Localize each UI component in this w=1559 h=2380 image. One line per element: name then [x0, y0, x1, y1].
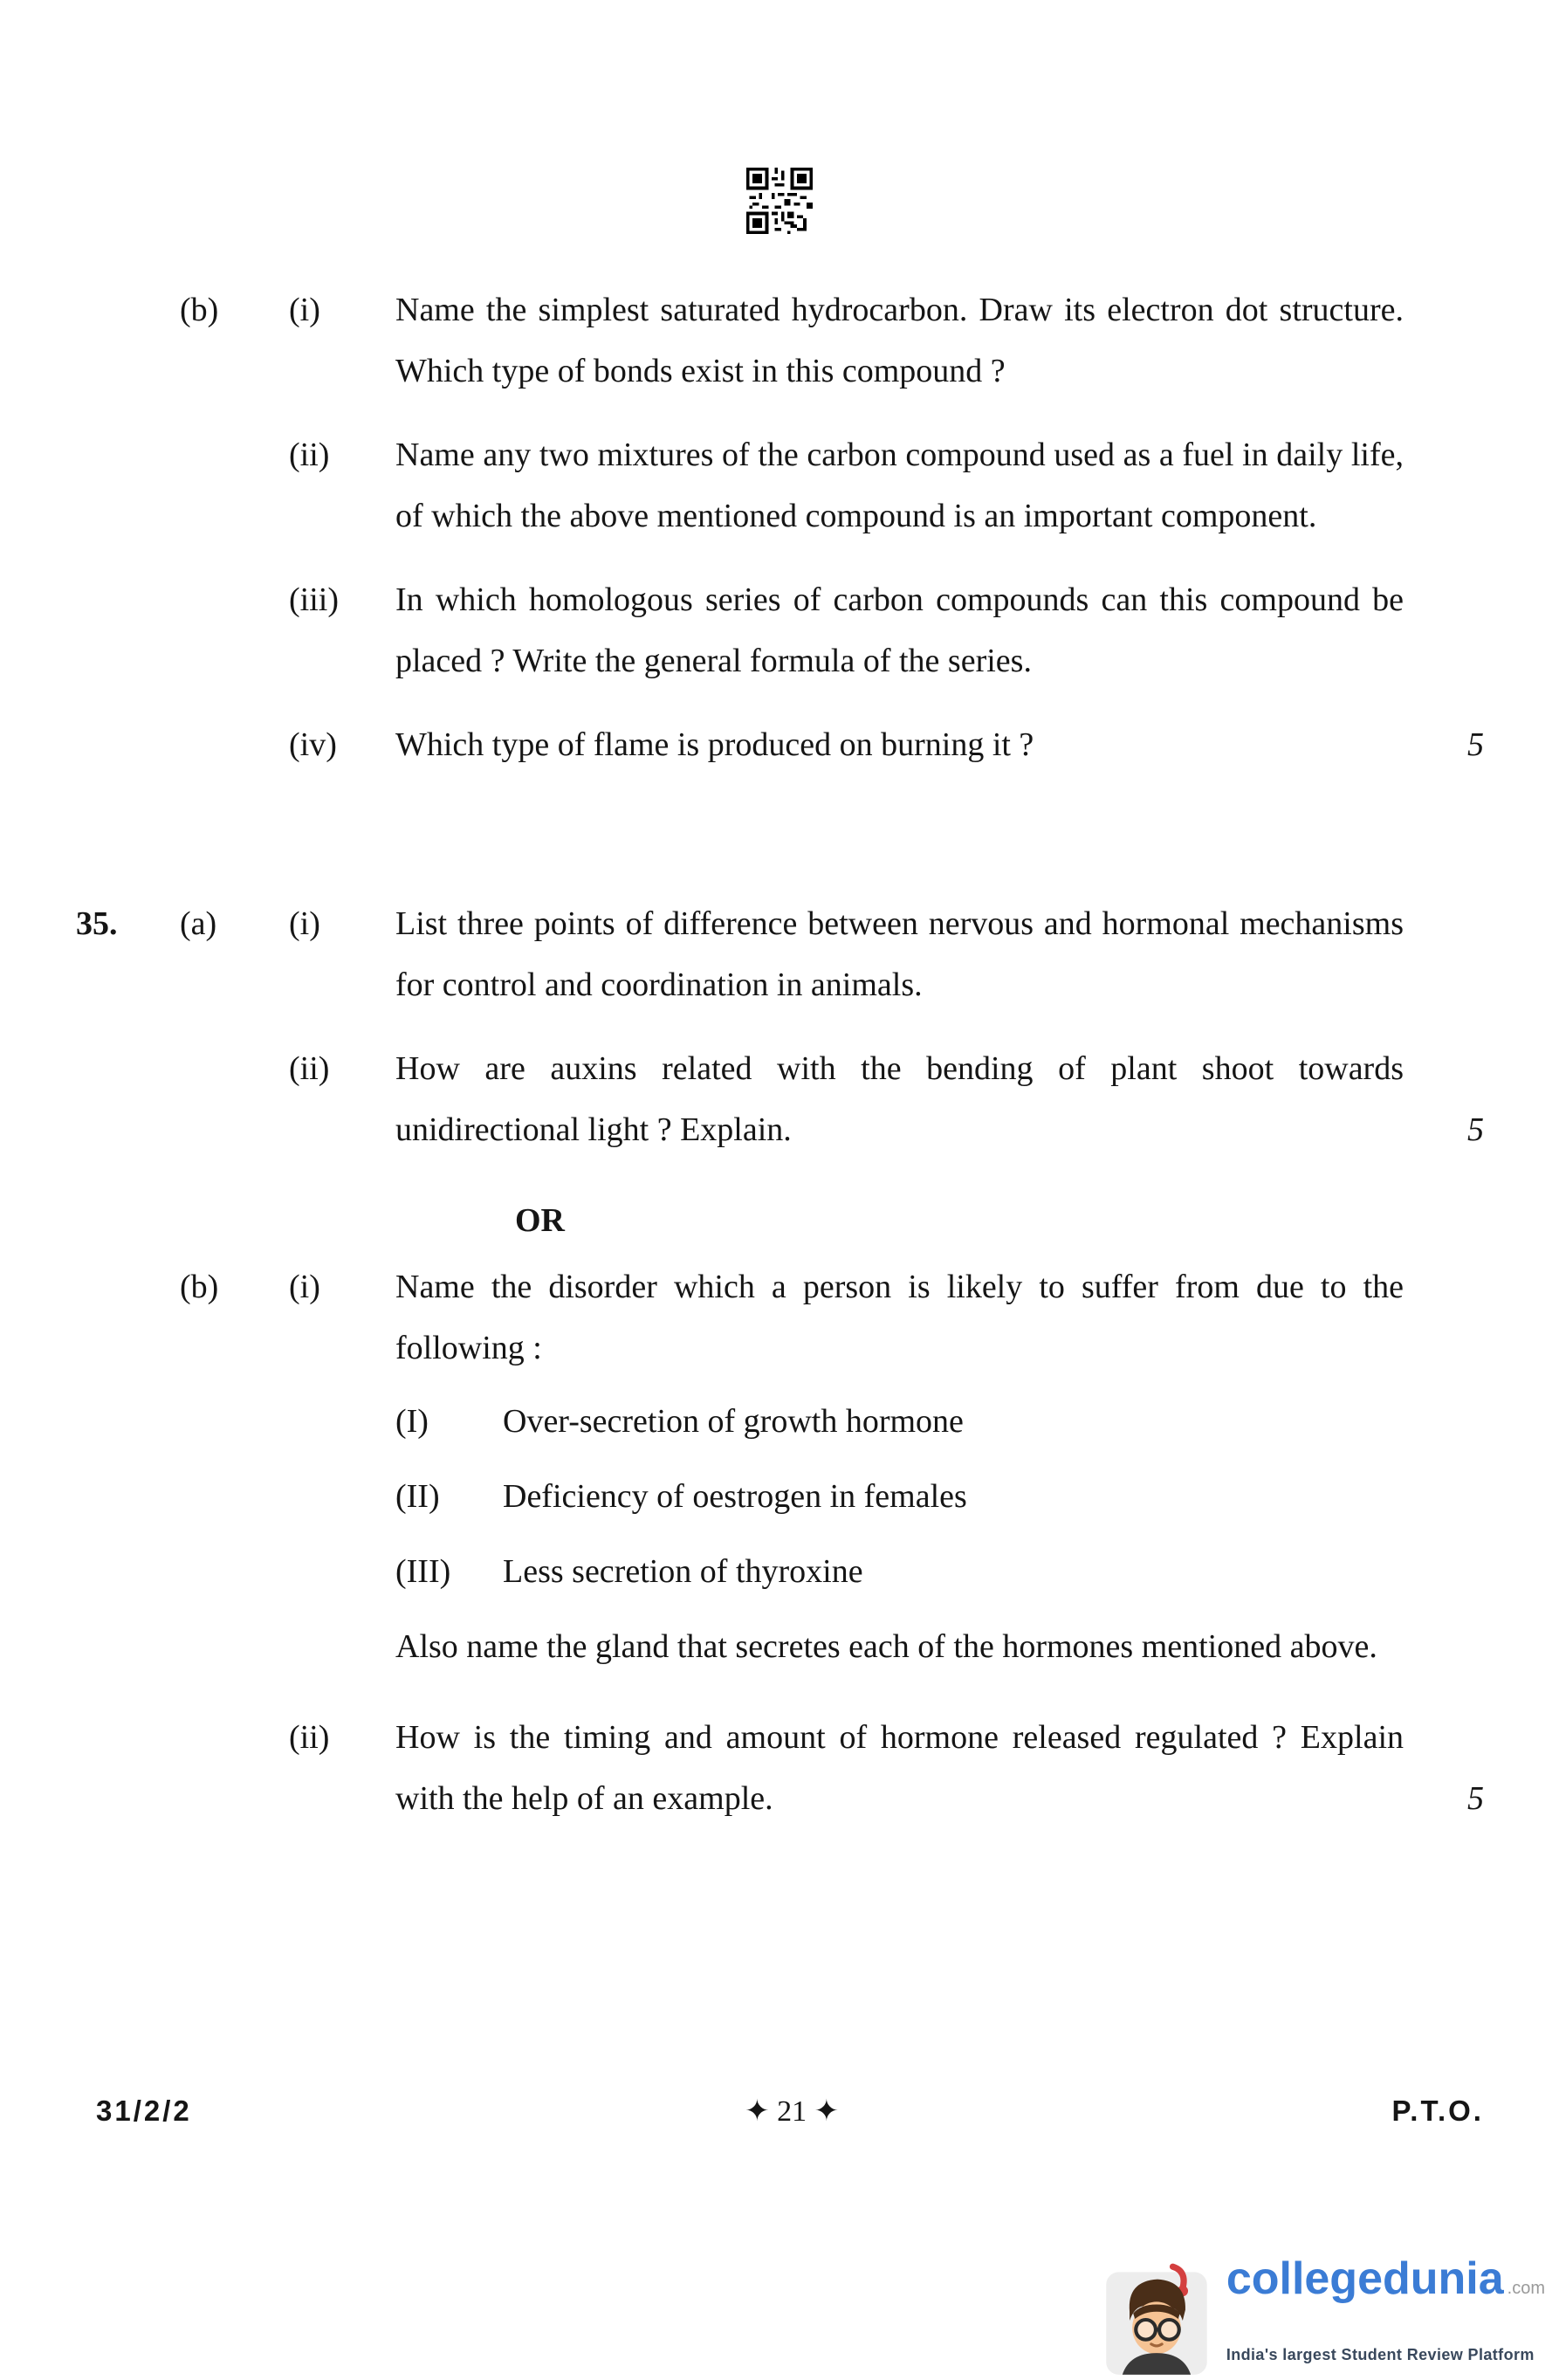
subpart-label: (ii): [289, 1719, 330, 1756]
marks: 5: [1467, 1780, 1484, 1817]
list-item-label: (II): [395, 1478, 440, 1515]
question-row: [76, 714, 1559, 775]
question-number: 35.: [76, 905, 118, 942]
question-text: How is the timing and amount of hormone released regulated ? Explain with the help of an example.: [395, 1719, 1404, 1817]
question-text: Name the simplest saturated hydrocarbon. Draw its electron dot structure. Which type of bonds exist in this compound ?: [395, 292, 1404, 389]
question-row: [76, 424, 1559, 547]
list-item-label: (I): [395, 1403, 429, 1440]
question-row: [76, 1038, 1559, 1160]
page-number: ✦ 21 ✦: [745, 2095, 840, 2128]
question-row: [76, 893, 1559, 1015]
subpart-label: (i): [289, 905, 320, 942]
question-row: [76, 279, 1559, 402]
collegedunia-logo: [1102, 2254, 1545, 2380]
question-row: [76, 1707, 1559, 1829]
paper-code: 31/2/2: [96, 2095, 192, 2127]
list-item-label: (III): [395, 1553, 451, 1590]
marks: 5: [1467, 726, 1484, 763]
brand-name: collegedunia: [1226, 2253, 1504, 2304]
qr-code: [0, 0, 1559, 234]
question-text: Which type of flame is produced on burning it ?: [395, 726, 1034, 763]
marks: 5: [1467, 1111, 1484, 1148]
brand-tagline: India's largest Student Review Platform: [1226, 2346, 1535, 2363]
part-label: (b): [180, 1269, 219, 1305]
brand-tld: .com: [1507, 2279, 1545, 2298]
question-text: Name the disorder which a person is likely to suffer from due to the following :: [395, 1269, 1404, 1366]
list-item: [395, 1466, 1404, 1527]
list-item-text: Less secretion of thyroxine: [503, 1553, 863, 1590]
list-item: [395, 1541, 1404, 1602]
qr-code-graphic: [746, 168, 813, 234]
mascot-icon: [1102, 2261, 1212, 2378]
question-text: Name any two mixtures of the carbon compound used as a fuel in daily life, of which the above mentioned compound is an important component.: [395, 437, 1404, 534]
or-separator: OR: [515, 1202, 565, 1239]
question-text: Also name the gland that secretes each of the hormones mentioned above.: [395, 1628, 1377, 1665]
subpart-label: (ii): [289, 437, 330, 473]
list-item-text: Over-secretion of growth hormone: [503, 1403, 964, 1440]
list-item-text: Deficiency of oestrogen in females: [503, 1478, 967, 1515]
question-row: [76, 1256, 1559, 1677]
pto-label: P.T.O.: [1391, 2095, 1484, 2127]
question-content: [0, 279, 1559, 1829]
part-label: (b): [180, 292, 219, 328]
subpart-label: (i): [289, 1269, 320, 1305]
part-label: (a): [180, 905, 217, 942]
list-item: [395, 1391, 1404, 1452]
subpart-label: (ii): [289, 1050, 330, 1087]
question-text: In which homologous series of carbon compounds can this compound be placed ? Write the general formula of the series.: [395, 581, 1404, 679]
subpart-label: (iv): [289, 726, 337, 763]
subpart-label: (i): [289, 292, 320, 328]
question-text: List three points of difference between nervous and hormonal mechanisms for control and coordination in animals.: [395, 905, 1404, 1003]
page-footer: [0, 2094, 1559, 2129]
subpart-label: (iii): [289, 581, 339, 618]
question-row: [76, 569, 1559, 691]
question-text: How are auxins related with the bending of plant shoot towards unidirectional light ? Explain.: [395, 1050, 1404, 1148]
